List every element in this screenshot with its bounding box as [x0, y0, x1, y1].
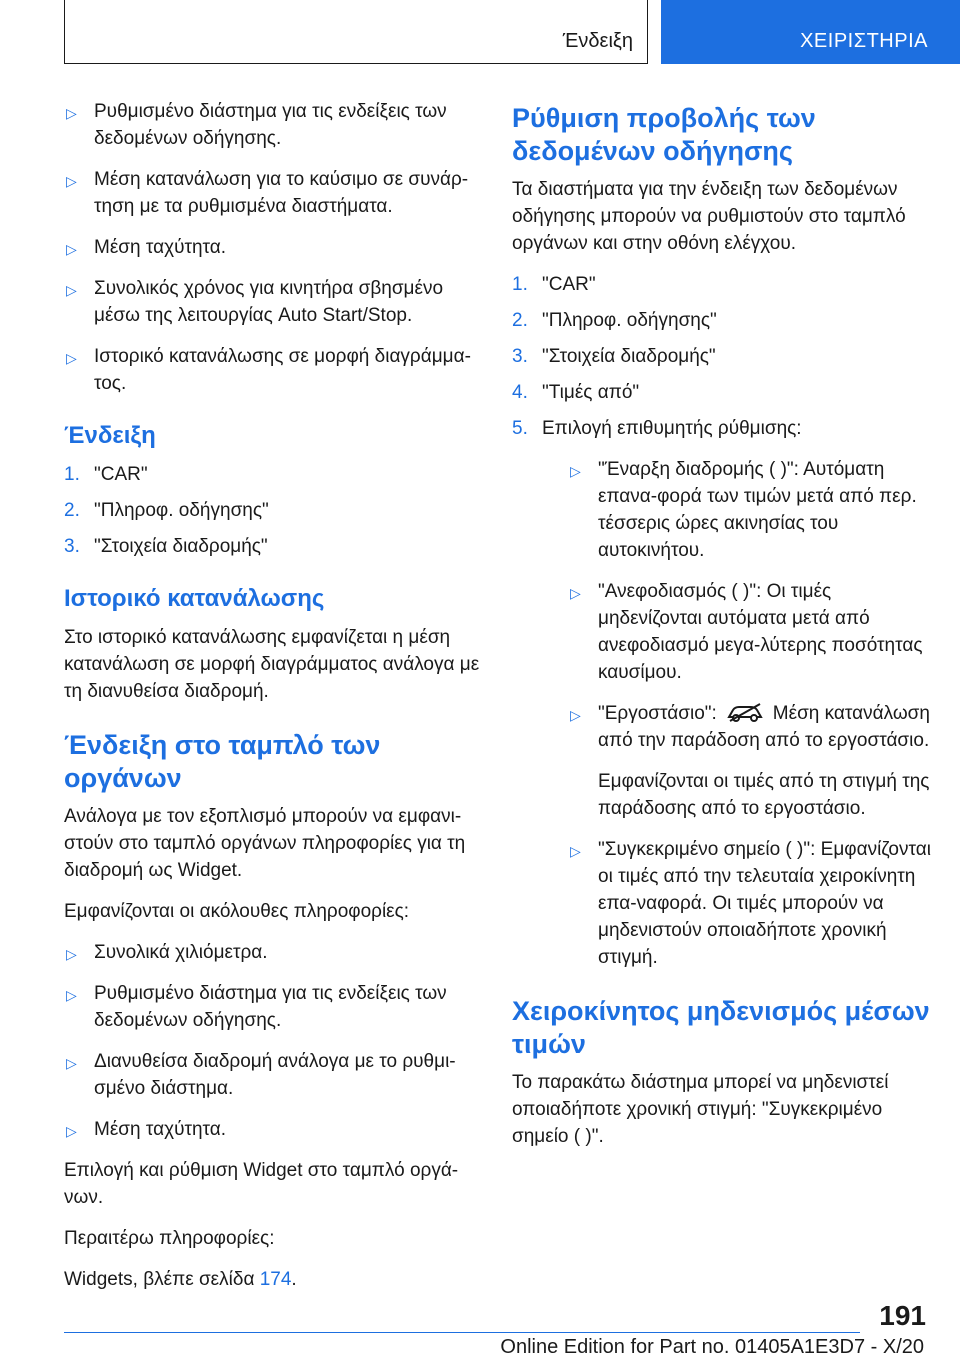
step-item: 3. "Στοιχεία διαδρομής": [64, 536, 268, 557]
more-info-label: Περαιτέρω πληροφορίες:: [64, 1228, 275, 1249]
list-item: ▷ Διανυθείσα διαδρομή ανάλογα με το ρυθμι-σμένο διάστημα.: [66, 1051, 456, 1099]
step-item: 5. Επιλογή επιθυμητής ρύθμισης:: [512, 418, 802, 439]
triangle-bullet-icon: ▷: [66, 241, 77, 257]
setting-paragraph: Τα διαστήματα για την ένδειξη των δεδομένων οδήγησης μπορούν να ρυθμιστούν στο ταμπλό οργάνων και στην οθόνη ελέγχου.: [512, 179, 906, 254]
list-item: ▷ Ρυθμισμένο διάστημα για τις ενδείξεις των δεδομένων οδήγησης.: [66, 101, 447, 149]
chapter-tab: [661, 0, 960, 64]
history-heading: Ιστορικό κατανάλωσης: [64, 585, 325, 612]
section-tab: [64, 0, 648, 64]
edition-footer: Online Edition for Part no. 01405A1E3D7 - X/20: [500, 1336, 924, 1358]
cluster-paragraph-2: Εμφανίζονται οι ακόλουθες πληροφορίες:: [64, 901, 410, 922]
chapter-title: ΧΕΙΡΙΣΤΗΡΙΑ: [800, 30, 928, 52]
page-number: 191: [879, 1300, 926, 1331]
widget-paragraph: Επιλογή και ρύθμιση Widget στο ταμπλό οργά-νων.: [64, 1160, 459, 1208]
step-item: 2. "Πληροφ. οδήγησης": [64, 500, 269, 521]
step-item: 3. "Στοιχεία διαδρομής": [512, 346, 716, 367]
triangle-bullet-icon: ▷: [66, 105, 77, 121]
reset-paragraph: Το παρακάτω διάστημα μπορεί να μηδενιστεί οποιαδήποτε χρονική στιγμή: "Συγκεκριμένο σημείο ( )".: [512, 1072, 889, 1147]
sub-list-item: ▷ "Έναρξη διαδρομής ( )": Αυτόματη επανα-φορά των τιμών μετά από περ. τέσσερις ώρες ακινησίας του αυτοκινήτου.: [570, 459, 917, 561]
triangle-bullet-icon: ▷: [66, 987, 77, 1003]
list-item: ▷ Μέση ταχύτητα.: [64, 1116, 482, 1143]
section-title: Ένδειξη: [562, 30, 633, 52]
step-item: 1. "CAR": [512, 274, 596, 295]
list-item: ▷ Μέση ταχύτητα.: [64, 234, 482, 261]
step-item: 4. "Τιμές από": [512, 382, 640, 403]
step-item: 2. "Πληροφ. οδήγησης": [512, 310, 717, 331]
triangle-bullet-icon: ▷: [66, 946, 77, 962]
triangle-bullet-icon: ▷: [570, 843, 581, 859]
reset-heading: Χειροκίνητος μηδενισμός μέσων τιμών: [512, 996, 930, 1059]
history-paragraph: Στο ιστορικό κατανάλωσης εμφανίζεται η μέση κατανάλωση σε μορφή διαγράμματος ανάλογα με τη διανυθείσα διαδρομή.: [64, 627, 480, 702]
step-item: 1. "CAR": [64, 464, 148, 485]
triangle-bullet-icon: ▷: [570, 585, 581, 601]
left-column: [64, 98, 482, 1307]
cluster-paragraph: Ανάλογα με τον εξοπλισμό μπορούν να εμφανι-στούν στο ταμπλό οργάνων πληροφορίες για τη διαδρομή ως Widget.: [64, 806, 466, 881]
sub-list-item: ▷ "Εργοστάσιο": Μέση κατανάλωση από την παράδοση από το εργοστάσιο.: [570, 703, 930, 751]
right-column: [512, 98, 932, 1164]
triangle-bullet-icon: ▷: [66, 350, 77, 366]
triangle-bullet-icon: ▷: [66, 173, 77, 189]
triangle-bullet-icon: ▷: [66, 282, 77, 298]
widgets-reference: Widgets, βλέπε σελίδα 174.: [64, 1269, 297, 1290]
page-link[interactable]: 174: [259, 1269, 292, 1290]
sub-paragraph: Εμφανίζονται οι τιμές από τη στιγμή της παράδοσης από το εργοστάσιο.: [598, 771, 930, 819]
triangle-bullet-icon: ▷: [66, 1123, 77, 1139]
triangle-bullet-icon: ▷: [570, 463, 581, 479]
list-item: ▷ Ιστορικό κατανάλωσης σε μορφή διαγράμμα-τος.: [66, 346, 471, 394]
triangle-bullet-icon: ▷: [570, 707, 581, 723]
sub-list-item: ▷ "Ανεφοδιασμός ( )": Οι τιμές μηδενίζονται αυτόματα μετά από ανεφοδιασμό μεγα-λύτερης ποσότητας καυσίμου.: [570, 581, 923, 683]
page-header: [64, 0, 960, 64]
endeixi-heading: Ένδειξη: [64, 422, 156, 449]
sub-list-item: ▷ "Συγκεκριμένο σημείο ( )": Εμφανίζονται οι τιμές από την τελευταία χειροκίνητη επα-ναφορά. Οι τιμές μπορούν να μηδενιστούν οποιαδήποτε χρονική στιγμή.: [570, 839, 931, 968]
footer-divider: [64, 1332, 860, 1333]
cluster-heading: Ένδειξη στο ταμπλό των οργάνων: [64, 730, 381, 793]
car-factory-icon: [725, 701, 765, 723]
list-item: ▷ Μέση κατανάλωση για το καύσιμο σε συνάρ-τηση με τα ρυθμισμένα διαστήματα.: [66, 169, 469, 217]
triangle-bullet-icon: ▷: [66, 1055, 77, 1071]
setting-heading: Ρύθμιση προβολής των δεδομένων οδήγησης: [512, 103, 816, 166]
list-item: ▷ Συνολικός χρόνος για κινητήρα σβησμένο μέσω της λειτουργίας Auto Start/Stop.: [66, 278, 444, 326]
list-item: ▷ Συνολικά χιλιόμετρα.: [64, 939, 482, 966]
list-item: ▷ Ρυθμισμένο διάστημα για τις ενδείξεις των δεδομένων οδήγησης.: [66, 983, 447, 1031]
